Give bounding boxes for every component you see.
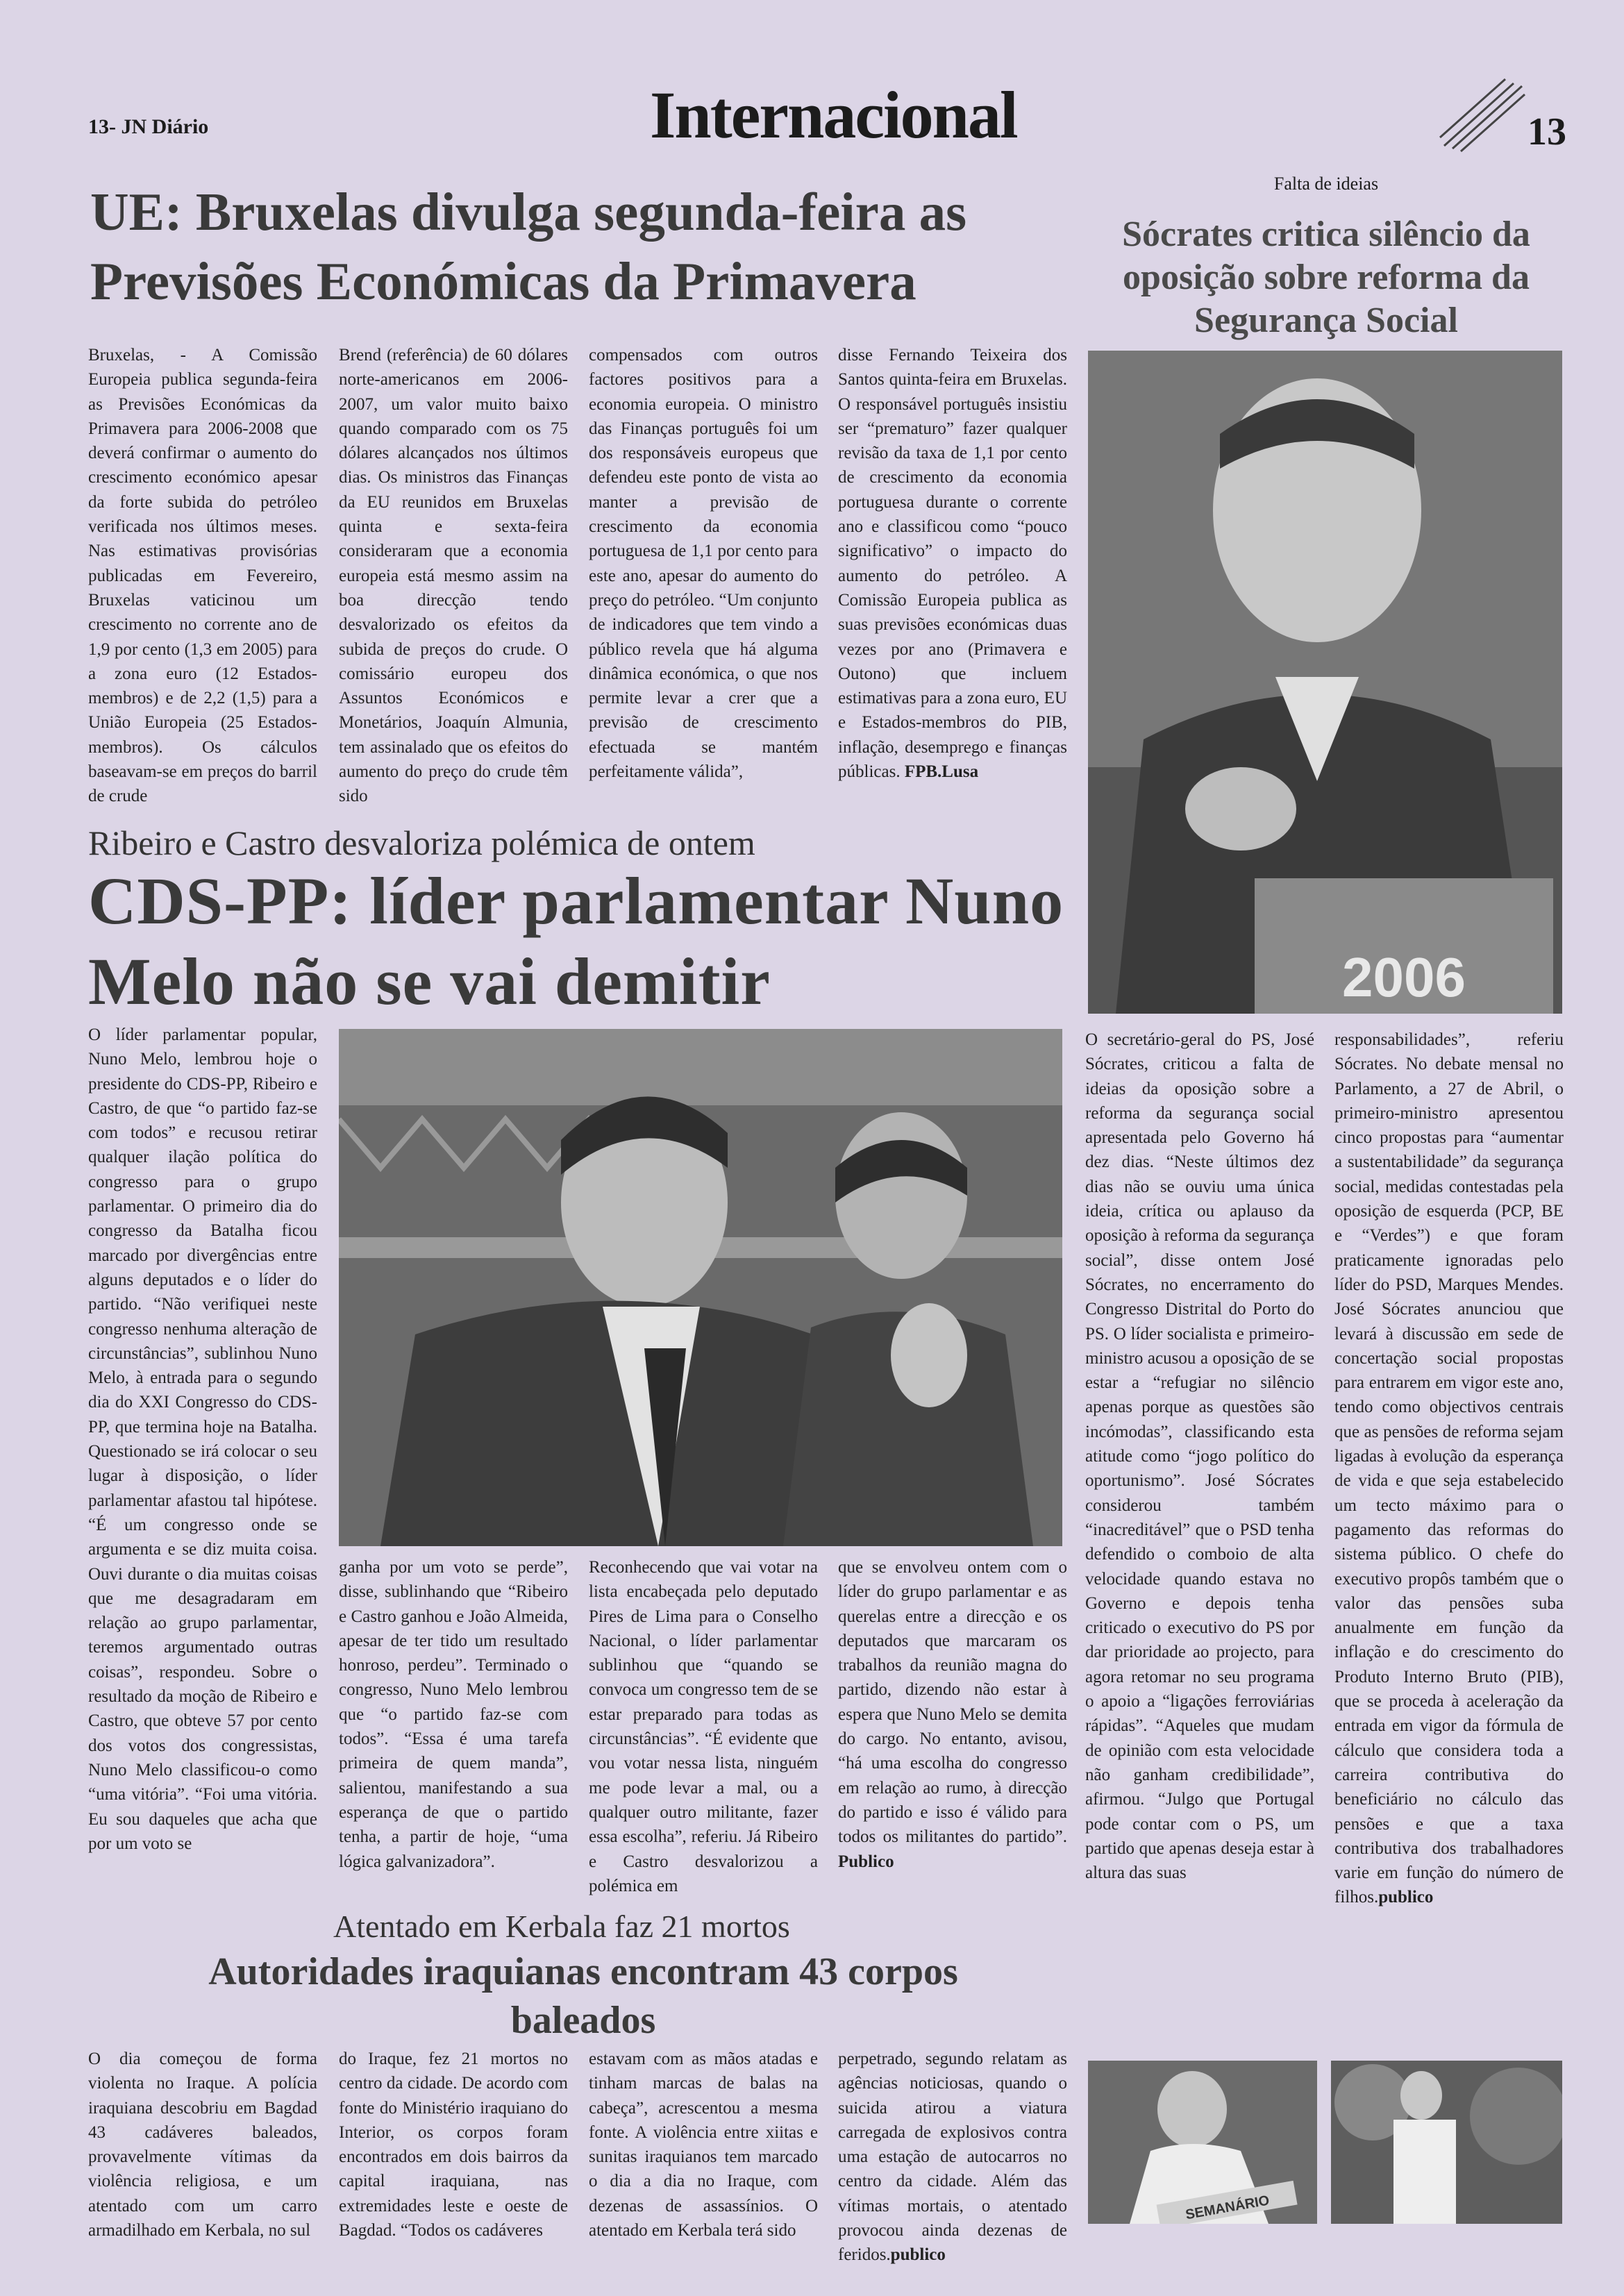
article1-column-3 xyxy=(589,343,818,784)
article4-text-1: O dia começou de forma violenta no Iraque. A polícia iraquiana descobriu em Bagdad 43 cadáveres baleados, provavelmente vítimas da violência religiosa, e um atentado com um carro armadilhado em Kerbala, no sul xyxy=(88,2050,317,2240)
article1-byline: FPB.Lusa xyxy=(904,762,979,782)
page-number: 13 xyxy=(1527,110,1566,153)
article4-column-3 xyxy=(589,2047,818,2243)
article1-headline: UE: Bruxelas divulga segunda-feira as Previsões Económicas da Primavera xyxy=(90,182,967,311)
article2-kicker: Falta de ideias xyxy=(1273,174,1379,194)
article1-text-3: compensados com outros factores positivos para a economia europeia. O ministro das Finanças português foi um dos responsáveis europeus que defendeu este ponto de vista ao manter a previsão de crescimento da economia portuguesa de 1,1 por cento para este ano, apesar do aumento do preço do petróleo. “Um conjunto de indicadores que tem vindo a público revela que há alguma dinâmica económica, o que nos permite levar a crer que a previsão de crescimento efectuada se mantém perfeitamente válida”, xyxy=(589,346,818,782)
article3-kicker: Ribeiro e Castro desvaloriza polémica de ontem xyxy=(88,823,755,862)
article2-column-2 xyxy=(1334,1028,1564,1910)
article2-text-2: responsabilidades”, referiu Sócrates. No debate mensal no Parlamento, a 27 de Abril, o primeiro-ministro apresentou cinco propostas para “aumentar a sustentabilidade” da segurança social, medidas contestadas pela oposição de esquerda (PCP, BE e “Verdes”) e que foram praticamente ignoradas pelo líder do PSD, Marques Mendes. José Sócrates anunciou que levará à discussão em sede de concertação social propostas para entrarem em vigor este ano, tendo como objectivos centrais que as pensões de reforma sejam ligadas à evolução da esperança de vida e que seja estabelecido um tecto máximo para o pagamento das reformas do sistema público. O chefe do executivo propôs também que o valor das pensões suba anualmente em função da inflação e do crescimento do Produto Interno Bruto (PIB), que se proceda à aceleração da entrada em vigor da fórmula de cálculo que considera toda a carreira contributiva do beneficiário no cálculo das pensões e que a taxa contributiva dos trabalhadores varie em função do número de filhos. xyxy=(1334,1030,1564,1907)
page-folio: 13- JN Diário xyxy=(88,115,209,138)
podium-text: 2006 xyxy=(1342,946,1466,1008)
article4-column-2 xyxy=(339,2047,568,2243)
article3-column-2 xyxy=(339,1555,568,1874)
article4-byline: publico xyxy=(890,2245,946,2265)
section-title: Internacional xyxy=(650,78,1017,152)
thumbnail-photo-2 xyxy=(1331,2061,1562,2224)
article3-byline: Publico xyxy=(838,1852,894,1871)
thumbnail-caption: SEMANÁRIO xyxy=(1184,2193,1271,2223)
article1-column-1 xyxy=(88,343,317,809)
article3-column-1 xyxy=(88,1023,317,1856)
article4-text-2: do Iraque, fez 21 mortos no centro da cidade. De acordo com fonte do Ministério iraquiano do Interior, os corpos foram encontrados em dois bairros da capital iraquiana, nas extremidades leste e oeste de Bagdad. “Todos os cadáveres xyxy=(339,2050,568,2240)
thumbnail-photo-1 xyxy=(1088,2061,1317,2224)
article4-text-3: estavam com as mãos atadas e tinham marcas de balas na cabeça”, acrescentou a mesma fonte. A violência entre xiitas e sunitas iraquianos tem marcado o dia a dia no Iraque, com dezenas de assassínios. O atentado em Kerbala terá sido xyxy=(589,2050,818,2240)
article4-column-4 xyxy=(838,2047,1067,2268)
article4-headline: Autoridades iraquianas encontram 43 corpos baleados xyxy=(208,1950,958,2042)
article4-text-4: perpetrado, segundo relatam as agências noticiosas, quando o suicida atirou a viatura carregada de explosivos contra uma estação de autocarros no centro da cidade. Além das vítimas mortais, o atentado provocou ainda dezenas de feridos. xyxy=(838,2050,1067,2265)
article1-column-4 xyxy=(838,343,1067,784)
article3-text-2: ganha por um voto se perde”, disse, sublinhando que “Ribeiro e Castro ganhou e João Almeida, apesar de ter tido um resultado honroso, perdeu”. Terminado o congresso, Nuno Melo lembrou que “o partido faz-se com todos”. “Essa é uma tarefa primeira de quem manda”, salientou, manifestando a sua esperança de que o partido tenha, a partir de hoje, “uma lógica galvanizadora”. xyxy=(339,1558,568,1871)
nuno-melo-photo xyxy=(339,1029,1062,1546)
article4-column-1 xyxy=(88,2047,317,2243)
socrates-photo xyxy=(1088,351,1562,1014)
article3-text-1: O líder parlamentar popular, Nuno Melo, lembrou hoje o presidente do CDS-PP, Ribeiro e Castro, de que “o partido faz-se com todos” e recusou retirar qualquer ilação política do congresso para o grupo parlamentar. O primeiro dia do congresso da Batalha ficou marcado por divergências entre alguns deputados e o líder do partido. “Não verifiquei neste congresso nenhuma alteração de circunstâncias”, sublinhou Nuno Melo, à entrada para o segundo dia do XXI Congresso do CDS-PP, que termina hoje na Batalha. Questionado se irá colocar o seu lugar à disposição, o líder parlamentar afastou tal hipótese. “É um congresso onde se argumenta e se diz muita coisa. Ouvi durante o dia muitas coisas que me desagradaram em relação ao grupo parlamentar, teremos argumentado outras coisas”, respondeu. Sobre o resultado da moção de Ribeiro e Castro, que obteve 57 por cento dos votos dos congressistas, Nuno Melo classificou-o como “uma vitória”. “Foi uma vitória. Eu sou daqueles que acha que por um voto se xyxy=(88,1025,317,1853)
article3-text-3: Reconhecendo que vai votar na lista encabeçada pelo deputado Pires de Lima para o Conselho Nacional, o líder parlamentar sublinhou que “quando se convoca um congresso tem de se estar preparado para todas as circunstâncias”. “É evidente que vou votar nessa lista, ninguém me pode levar a mal, ou a qualquer outro militante, fazer essa escolha”, referiu. Já Ribeiro e Castro desvalorizou a polémica em xyxy=(589,1558,818,1895)
section-lines-icon xyxy=(1437,76,1527,153)
article2-text-1: O secretário-geral do PS, José Sócrates, criticou a falta de ideias da oposição sobre a reforma da segurança social apresentada pelo Governo há dez dias. “Neste últimos dez dias não se ouviu uma única ideia, crítica ou aplauso da oposição à reforma da segurança social”, disse ontem José Sócrates, no encerramento do Congresso Distrital do Porto do PS. O líder socialista e primeiro-ministro acusou a oposição de se estar a “refugiar no silêncio apenas porque as questões são incómodas”, classificando esta atitude como “jogo político do oportunismo”. José Sócrates considerou também “inacreditável” que o PSD tenha defendido o comboio de alta velocidade quando estava no Governo e depois tenha criticado o executivo do PS por dar prioridade ao projecto, para agora retomar no seu programa o apoio a “ligações ferroviárias rápidas”. “Aqueles que mudam de opinião com esta velocidade não ganham credibilidade”, afirmou. “Julgo que Portugal pode contar com o PS, um partido que apenas deseja estar à altura das suas xyxy=(1085,1030,1314,1883)
article1-text-4: disse Fernando Teixeira dos Santos quinta-feira em Bruxelas. O responsável português insistiu ser “prematuro” fazer qualquer revisão da taxa de 1,1 por cento de crescimento da economia portuguesa durante o corrente ano e classificou como “pouco significativo” o impacto do aumento do petróleo. A Comissão Europeia publica as suas previsões económicas duas vezes por ano (Primavera e Outono) que incluem estimativas para a zona euro, EU e Estados-membros do PIB, inflação, desemprego e finanças públicas. xyxy=(838,346,1067,782)
article2-byline: publico xyxy=(1378,1888,1434,1907)
article1-column-2 xyxy=(339,343,568,809)
article3-column-4 xyxy=(838,1555,1067,1874)
article3-column-3 xyxy=(589,1555,818,1898)
article1-text-1: Bruxelas, - A Comissão Europeia publica segunda-feira as Previsões Económicas da Primavera para 2006-2008 que deverá confirmar o aumento do crescimento económico apesar da forte subida do petróleo verificada nos últimos meses. Nas estimativas provisórias publicadas em Fevereiro, Bruxelas vaticinou um crescimento no corrente ano de 1,9 por cento (1,3 em 2005) para a zona euro (12 Estados-membros) e de 2,2 (1,5) para a União Europeia (25 Estados-membros). Os cálculos baseavam-se em preços do barril de crude xyxy=(88,346,317,806)
article2-column-1 xyxy=(1085,1028,1314,1885)
article4-kicker: Atentado em Kerbala faz 21 mortos xyxy=(333,1909,790,1944)
article3-headline: CDS-PP: líder parlamentar Nuno Melo não se vai demitir xyxy=(88,864,1064,1019)
article1-text-2: Brend (referência) de 60 dólares norte-americanos em 2006-2007, um valor muito baixo quando comparado com os 75 dólares alcançados nos últimos dias. Os ministros das Finanças da EU reunidos em Bruxelas quinta e sexta-feira consideraram que a economia europeia está mesmo assim na boa direcção tendo desvalorizado os efeitos da subida de preços do crude. O comissário europeu dos Assuntos Económicos e Monetários, Joaquín Almunia, tem assinalado que os efeitos do aumento do preço do crude têm sido xyxy=(339,346,568,806)
article3-text-4: que se envolveu ontem com o líder do grupo parlamentar e as querelas entre a direcção e os deputados que marcaram os trabalhos da reunião magna do partido, dizendo não estar à espera que Nuno Melo se demita do cargo. No entanto, avisou, “há uma escolha do congresso em relação ao rumo, à direcção do partido e isso é válido para todos os militantes do partido”. xyxy=(838,1558,1067,1847)
article2-headline: Sócrates critica silêncio da oposição sobre reforma da Segurança Social xyxy=(1122,215,1530,340)
